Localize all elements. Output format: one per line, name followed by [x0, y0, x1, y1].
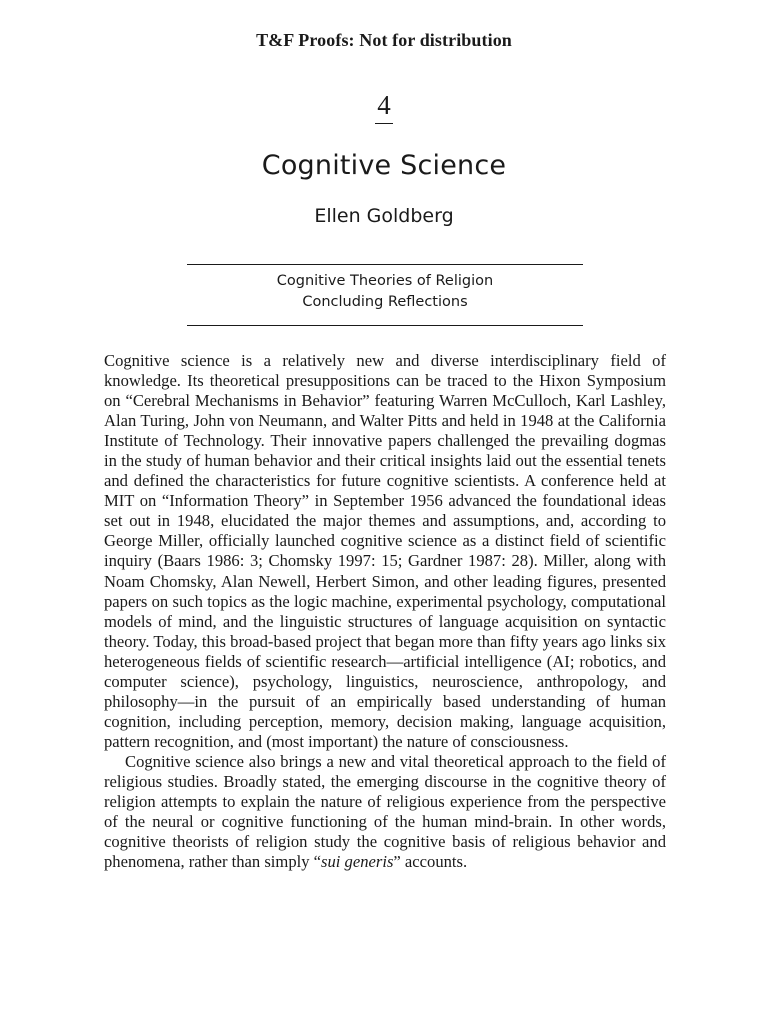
- contents-bottom-rule: [187, 325, 583, 326]
- body-paragraph: Cognitive science is a relatively new and diverse interdisciplinary field of knowledge. Its theoretical presuppositions can be traced to the Hixon Symposium on “Cerebral Mechanisms in Behavior” featuring Warren McCulloch, Karl Lashley, Alan Turing, John von Neumann, and Walter Pitts and held in 1948 at the California Institute of Technology. Their innovative papers challenged the prevailing dogmas in the study of human behavior and their critical insights laid out the essential tenets and defined the characteristics for future cognitive scientists. A conference held at MIT on “Information Theory” in September 1956 advanced the foundational ideas set out in 1948, elucidated the major themes and assumptions, and, according to George Miller, officially launched cognitive science as a distinct field of scientific inquiry (Baars 1986: 3; Chomsky 1997: 15; Gardner 1987: 28). Miller, along with Noam Chomsky, Alan Newell, Herbert Simon, and other leading figures, presented papers on such topics as the logic machine, experimental psychology, computational models of mind, and the linguistic structures of language acquisition on syntactic theory. Today, this broad-based project that began more than fifty years ago links six heterogeneous fields of scientific research—artificial intelligence (AI; robotics, and computer science), psychology, linguistics, neuroscience, anthropology, and philosophy—in the pursuit of an empirically based understanding of human cognition, including perception, memory, decision making, language acquisition, pattern recognition, and (most important) the nature of consciousness.: [104, 351, 666, 751]
- body-paragraph: [104, 752, 666, 872]
- paragraph-text: ” accounts.: [393, 852, 468, 872]
- proof-header: T&F Proofs: Not for distribution: [256, 30, 512, 50]
- contents-item: Cognitive Theories of Religion: [276, 273, 494, 289]
- chapter-author: Ellen Goldberg: [314, 205, 454, 227]
- chapter-number-underline: [375, 123, 393, 124]
- chapter-title: Cognitive Science: [261, 150, 507, 181]
- paragraph-text: Cognitive science also brings a new and vital theoretical approach to the field of religious studies. Broadly stated, the emerging discourse in the cognitive theory of religion attempts to explain the nature of religious experience from the perspective of the neural or cognitive functioning of the human mind-brain. In other words, cognitive theorists of religion study the cognitive basis of religious behavior and phenomena, rather than simply “: [104, 751, 666, 872]
- chapter-body: [104, 351, 666, 872]
- contents-item: Concluding Reflections: [302, 294, 468, 310]
- contents-top-rule: [187, 264, 583, 265]
- chapter-contents: [187, 271, 583, 313]
- italic-term: sui generis: [321, 852, 394, 872]
- chapter-number: 4: [377, 90, 391, 120]
